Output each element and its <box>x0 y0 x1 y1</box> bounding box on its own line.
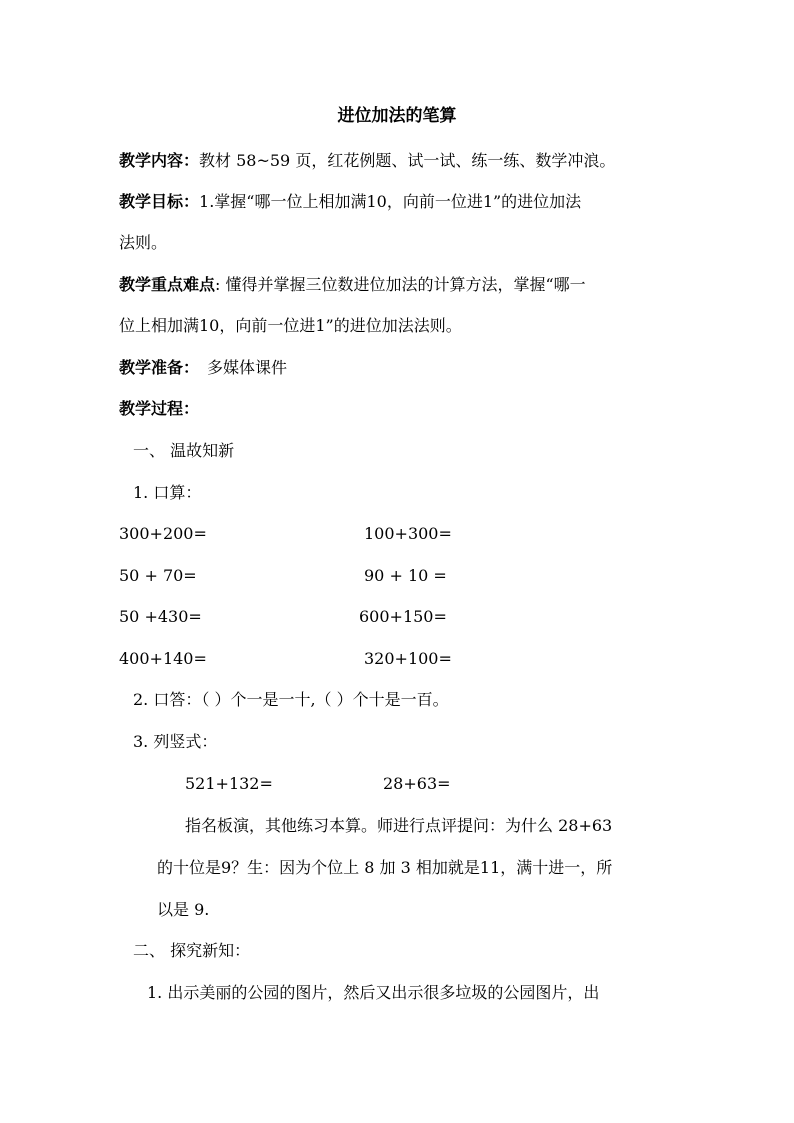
item-oral-calc: 1. 口算： <box>133 483 202 502</box>
teaching-content-label: 教学内容： <box>119 151 200 170</box>
oral-problem: 320+100= <box>364 649 452 668</box>
teaching-goal-line2: 法则。 <box>119 233 168 252</box>
section-heading-1: 一、 温故知新 <box>133 441 235 460</box>
explanation-line: 以是 9. <box>157 900 210 919</box>
teaching-content <box>119 150 615 172</box>
new-knowledge-item-1: 1. 出示美丽的公园的图片，然后又出示很多垃圾的公园图片，出 <box>147 983 600 1002</box>
teaching-key-points <box>119 274 586 296</box>
teaching-prep <box>119 357 287 379</box>
oral-problem: 100+300= <box>364 524 452 543</box>
teaching-prep-text: 多媒体课件 <box>207 358 288 377</box>
teaching-prep-label: 教学准备： <box>119 358 200 377</box>
vertical-problem: 28+63= <box>383 774 451 793</box>
oral-problem: 50 + 70= <box>119 566 197 585</box>
teaching-goal <box>119 191 581 213</box>
teaching-process-label: 教学过程： <box>119 399 200 418</box>
document-title: 进位加法的笔算 <box>337 106 457 126</box>
teaching-key-line1: : 懂得并掌握三位数进位加法的计算方法，掌握“哪一 <box>215 275 586 294</box>
item-oral-answer: 2. 口答：（ ）个一是一十,（ ）个十是一百。 <box>133 690 449 709</box>
teaching-key-label: 教学重点难点 <box>119 275 216 294</box>
explanation-line: 指名板演，其他练习本算。师进行点评提问：为什么 28+63 <box>185 816 613 835</box>
teaching-goal-label: 教学目标： <box>119 192 200 211</box>
section-heading-2: 二、 探究新知： <box>133 941 251 960</box>
oral-problem: 50 +430= <box>119 607 202 626</box>
oral-problem: 300+200= <box>119 524 207 543</box>
oral-problem: 90 + 10 = <box>364 566 447 585</box>
teaching-key-line2: 位上相加满10，向前一位进1”的进位加法法则。 <box>119 316 462 335</box>
vertical-problem: 521+132= <box>185 774 273 793</box>
oral-problem: 600+150= <box>359 607 447 626</box>
teaching-content-text: 教材 58~59 页，红花例题、试一试、练一练、数学冲浪。 <box>199 151 616 170</box>
teaching-goal-line1: 1.掌握“哪一位上相加满10，向前一位进1”的进位加法 <box>199 192 582 211</box>
oral-problem: 400+140= <box>119 649 207 668</box>
item-vertical-form: 3. 列竖式： <box>133 732 218 751</box>
explanation-line: 的十位是9？生：因为个位上 8 加 3 相加就是11，满十进一，所 <box>157 858 613 877</box>
